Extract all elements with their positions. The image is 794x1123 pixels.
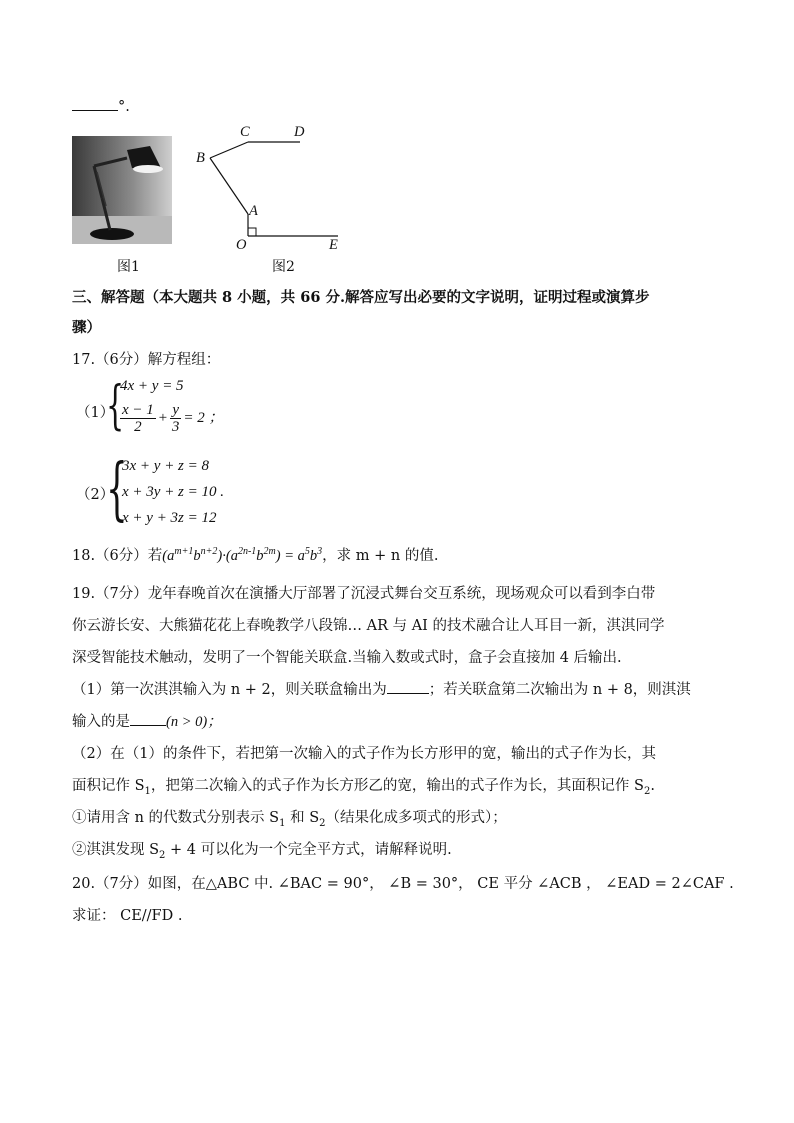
degree-tail: °. <box>118 99 130 115</box>
q17-part2-label: （2） <box>76 487 115 503</box>
plus-sign: + <box>157 409 168 426</box>
frac1-denominator: 2 <box>134 419 142 435</box>
q19-line-9: ②淇淇发现 $S_2 + 4$ 可以化为一个完全平方式，请解释说明. <box>72 842 452 861</box>
q18-suffix: ，求 m + n 的值. <box>322 548 439 564</box>
label-D: D <box>294 124 305 140</box>
q17-part2-eq1: 3x + y + z = 8 <box>122 458 210 474</box>
q17-part1-eq2 <box>118 402 224 435</box>
q17-part2-eq3: x + y + 3z = 12 <box>122 510 217 526</box>
answer-blank <box>72 96 118 111</box>
frac1-numerator: x − 1 <box>122 402 154 418</box>
frac2-denominator: 3 <box>171 419 180 435</box>
q17-part2-brace: { <box>106 450 128 529</box>
frac2-numerator: y <box>172 402 179 418</box>
desk-lamp-photo <box>72 136 172 244</box>
section-3-heading-cont: 骤） <box>72 319 101 336</box>
q17-title: 17.（6分）解方程组： <box>72 352 221 368</box>
label-B: B <box>196 150 205 166</box>
answer-blank-1 <box>387 679 429 694</box>
q20-line-1: 20.（7分）如图，在△ABC 中. ∠BAC = 90°， ∠B = 30°， CE 平分 ∠ACB ， ∠EAD = 2∠CAF . <box>72 876 734 892</box>
figure-1-caption: 图1 <box>117 259 140 275</box>
q18-prefix: 18.（6分）若 <box>72 548 163 564</box>
eq2-rhs: = 2 ； <box>183 409 224 426</box>
lamp-geometry-diagram <box>190 122 350 252</box>
label-O: O <box>236 237 247 253</box>
q17-part1-label: （1） <box>76 405 115 421</box>
q17-part1-eq1: 4x + y = 5 <box>120 378 184 394</box>
answer-blank-2 <box>130 711 166 726</box>
q19-line-6: （2）在（1）的条件下，若把第一次输入的式子作为长方形甲的宽，输出的式子作为长，其 <box>72 746 656 762</box>
q19-line-4: （1）第一次淇淇输入为 n + 2，则关联盒输出为 ；若关联盒第二次输出为 n + 8，则淇淇 <box>72 678 691 699</box>
q19-line-5: 输入的是 (n > 0)； <box>72 710 222 731</box>
q20-line-2: 求证： CE//FD . <box>72 908 183 924</box>
prev-question-tail <box>72 96 130 115</box>
figure-2-caption: 图2 <box>272 259 295 275</box>
q17-part2-eq2: x + 3y + z = 10 . <box>122 484 225 500</box>
q18-line <box>72 544 438 565</box>
section-3-heading: 三、解答题（本大题共 8 小题，共 66 分.解答应写出必要的文字说明，证明过程或演算步 <box>72 289 650 306</box>
label-C: C <box>240 124 250 140</box>
q19-line-3: 深受智能技术触动，发明了一个智能关联盒.当输入数或式时，盒子会直接加 4 后输出. <box>72 650 622 666</box>
q19-line-2: 你云游长安、大熊猫花花上春晚教学八段锦… AR 与 AI 的技术融合让人耳目一新，淇淇同学 <box>72 618 665 634</box>
q19-line-1: 19.（7分）龙年春晚首次在演播大厅部署了沉浸式舞台交互系统，现场观众可以看到李白带 <box>72 586 656 602</box>
label-A: A <box>249 203 258 219</box>
q19-line-8: ①请用含 n 的代数式分别表示 $S_1$ 和 $S_2$（结果化成多项式的形式）； <box>72 810 507 829</box>
q18-expr: $(a^{m+1}b^{n+2})\cdot(a^{2n-1}b^{2m}) = a^5b^3$ <box>162 546 323 564</box>
q17-part1-brace: { <box>106 376 125 436</box>
label-E: E <box>329 237 338 253</box>
q19-line-7: 面积记作 $S_1$，把第二次输入的式子作为长方形乙的宽，输出的式子作为长，其面积记作 $S_2$. <box>72 778 655 797</box>
